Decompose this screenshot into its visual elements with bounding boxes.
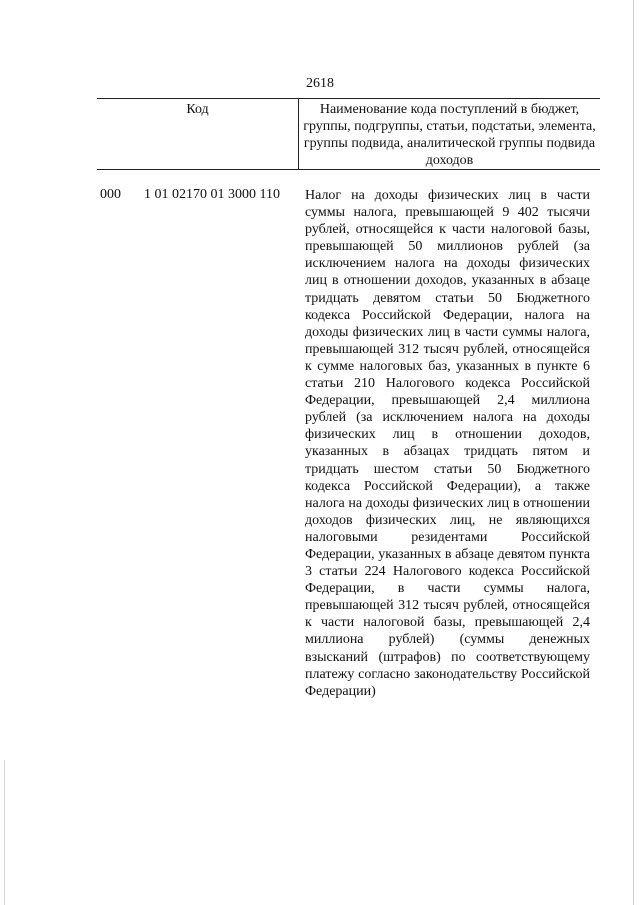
header-name-column: Наименование кода поступлений в бюджет, группы, подгруппы, статьи, подстатьи, элемента, группы подвида, аналитической группы подвида доходов bbox=[303, 102, 596, 168]
scan-edge-left bbox=[4, 760, 5, 905]
admin-code: 000 bbox=[100, 187, 121, 202]
table-header bbox=[97, 98, 600, 170]
budget-classification-code: 1 01 02170 01 3000 110 bbox=[144, 187, 280, 202]
scan-edge-right bbox=[633, 0, 634, 905]
header-code-column: Код bbox=[97, 99, 299, 169]
page-number: 2618 bbox=[306, 76, 334, 91]
income-description: Налог на доходы физических лиц в части суммы налога, превышающей 9 402 тысячи рублей, относящейся к части налоговой базы, превышающей 50 миллионов рублей (за исключением налога на доходы физических лиц в отношении доходов, указанных в абзаце тридцать девятом статьи 50 Бюджетного кодекса Российской Федерации, налога на доходы физических лиц в части суммы налога, превышающей 312 тысяч рублей, относящейся к сумме налоговых баз, указанных в пункте 6 статьи 210 Налогового кодекса Российской Федерации, превышающей 2,4 миллиона рублей (за исключением налога на доходы физических лиц в отношении доходов, указанных в абзацах тридцать пятом и тридцать шестом статьи 50 Бюджетного кодекса Российской Федерации), а также налога на доходы физических лиц в отношении доходов физических лиц, не являющихся налоговыми резидентами Российской Федерации, указанных в абзаце девятом пункта 3 статьи 224 Налогового кодекса Российской Федерации, в части суммы налога, превышающей 312 тысяч рублей, относящейся к части налоговой базы, превышающей 2,4 миллиона рублей) (суммы денежных взысканий (штрафов) по соответствующему платежу согласно законодательству Российской Федерации) bbox=[305, 188, 590, 699]
